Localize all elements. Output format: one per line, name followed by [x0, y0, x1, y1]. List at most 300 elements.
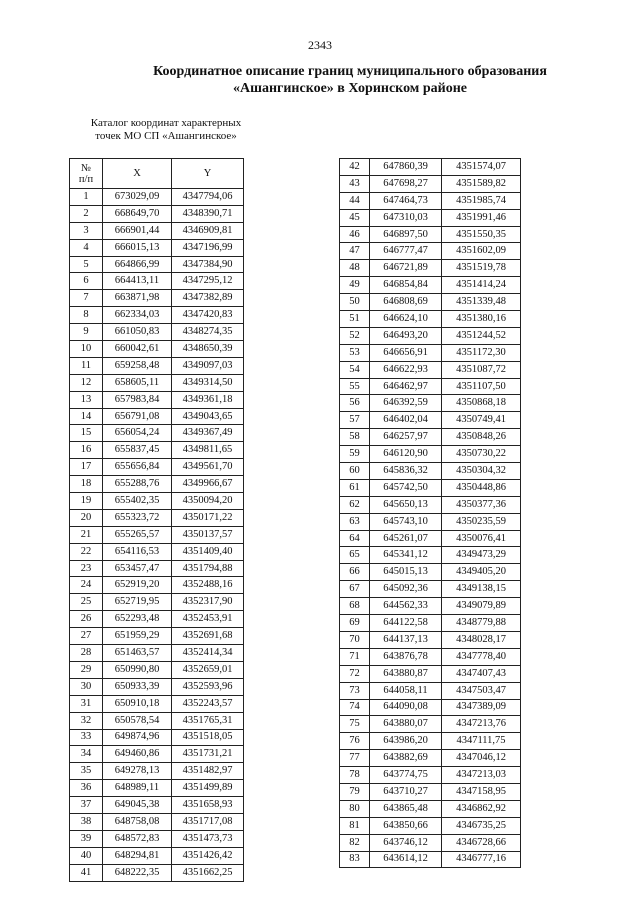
point-number-cell: 48: [340, 260, 370, 277]
point-number-cell: 56: [340, 395, 370, 412]
table-row: [70, 509, 244, 526]
point-number-cell: 40: [70, 847, 103, 864]
point-number-cell: 79: [340, 783, 370, 800]
x-coordinate-cell: 646402,04: [370, 412, 442, 429]
table-row: [340, 479, 521, 496]
x-coordinate-cell: 649874,96: [103, 729, 172, 746]
point-number-cell: 77: [340, 750, 370, 767]
x-coordinate-cell: 647860,39: [370, 159, 442, 176]
y-coordinate-cell: 4351717,08: [172, 813, 244, 830]
y-coordinate-cell: 4347111,75: [442, 733, 521, 750]
y-coordinate-cell: 4347196,99: [172, 239, 244, 256]
point-number-cell: 23: [70, 560, 103, 577]
y-coordinate-cell: 4347384,90: [172, 256, 244, 273]
header-number-line-2: п/п: [78, 173, 94, 185]
y-coordinate-cell: 4347778,40: [442, 648, 521, 665]
x-coordinate-cell: 644058,11: [370, 682, 442, 699]
table-row: [70, 746, 244, 763]
point-number-cell: 50: [340, 294, 370, 311]
point-number-cell: 6: [70, 273, 103, 290]
y-coordinate-cell: 4351574,07: [442, 159, 521, 176]
y-coordinate-cell: 4349138,15: [442, 581, 521, 598]
x-coordinate-cell: 666015,13: [103, 239, 172, 256]
point-number-cell: 25: [70, 594, 103, 611]
x-coordinate-cell: 643986,20: [370, 733, 442, 750]
y-coordinate-cell: 4348274,35: [172, 324, 244, 341]
point-number-cell: 3: [70, 222, 103, 239]
y-coordinate-cell: 4349473,29: [442, 547, 521, 564]
y-coordinate-cell: 4347158,95: [442, 783, 521, 800]
table-row: [340, 817, 521, 834]
x-coordinate-cell: 643850,66: [370, 817, 442, 834]
table-row: [340, 581, 521, 598]
x-coordinate-cell: 644562,33: [370, 598, 442, 615]
table-row: [70, 222, 244, 239]
x-coordinate-cell: 643865,48: [370, 800, 442, 817]
x-coordinate-cell: 661050,83: [103, 324, 172, 341]
point-number-cell: 41: [70, 864, 103, 881]
table-row: [340, 682, 521, 699]
point-number-cell: 28: [70, 645, 103, 662]
y-coordinate-cell: 4350137,57: [172, 526, 244, 543]
y-coordinate-cell: 4349097,03: [172, 357, 244, 374]
y-coordinate-cell: 4351794,88: [172, 560, 244, 577]
table-row: [340, 260, 521, 277]
title-line-2: «Ашангинское» в Хоринском районе: [233, 81, 467, 96]
y-coordinate-cell: 4351414,24: [442, 277, 521, 294]
point-number-cell: 44: [340, 192, 370, 209]
point-number-cell: 58: [340, 429, 370, 446]
point-number-cell: 29: [70, 661, 103, 678]
point-number-cell: 38: [70, 813, 103, 830]
x-coordinate-cell: 650933,39: [103, 678, 172, 695]
table-row: [70, 408, 244, 425]
x-coordinate-cell: 673029,09: [103, 189, 172, 206]
table-row: [70, 847, 244, 864]
point-number-cell: 72: [340, 665, 370, 682]
y-coordinate-cell: 4351991,46: [442, 209, 521, 226]
page-number: 2343: [308, 38, 332, 52]
y-coordinate-cell: 4347420,83: [172, 307, 244, 324]
x-coordinate-cell: 654116,53: [103, 543, 172, 560]
table-row: [70, 763, 244, 780]
point-number-cell: 67: [340, 581, 370, 598]
x-coordinate-cell: 649460,86: [103, 746, 172, 763]
x-coordinate-cell: 651959,29: [103, 628, 172, 645]
x-coordinate-cell: 649045,38: [103, 797, 172, 814]
point-number-cell: 22: [70, 543, 103, 560]
y-coordinate-cell: 4350171,22: [172, 509, 244, 526]
y-coordinate-cell: 4350749,41: [442, 412, 521, 429]
table-row: [70, 374, 244, 391]
point-number-cell: 68: [340, 598, 370, 615]
table-row: [340, 159, 521, 176]
x-coordinate-cell: 648572,83: [103, 830, 172, 847]
table-row: [70, 628, 244, 645]
table-row: [70, 526, 244, 543]
point-number-cell: 19: [70, 493, 103, 510]
point-number-cell: 52: [340, 327, 370, 344]
point-number-cell: 46: [340, 226, 370, 243]
table-row: [340, 327, 521, 344]
point-number-cell: 82: [340, 834, 370, 851]
table-row: [70, 678, 244, 695]
point-number-cell: 7: [70, 290, 103, 307]
point-number-cell: 39: [70, 830, 103, 847]
point-number-cell: 35: [70, 763, 103, 780]
x-coordinate-cell: 644122,58: [370, 615, 442, 632]
point-number-cell: 51: [340, 311, 370, 328]
y-coordinate-cell: 4346862,92: [442, 800, 521, 817]
y-coordinate-cell: 4346735,25: [442, 817, 521, 834]
y-coordinate-cell: 4347382,89: [172, 290, 244, 307]
y-coordinate-cell: 4351426,42: [172, 847, 244, 864]
table-row: [340, 851, 521, 868]
table-row: [70, 273, 244, 290]
y-coordinate-cell: 4347389,09: [442, 699, 521, 716]
table-row: [340, 412, 521, 429]
table-row: [340, 175, 521, 192]
x-coordinate-cell: 657983,84: [103, 391, 172, 408]
table-row: [340, 344, 521, 361]
point-number-cell: 14: [70, 408, 103, 425]
x-coordinate-cell: 643880,87: [370, 665, 442, 682]
x-coordinate-cell: 643746,12: [370, 834, 442, 851]
table-row: [340, 311, 521, 328]
y-coordinate-cell: 4351731,21: [172, 746, 244, 763]
table-row: [340, 598, 521, 615]
x-coordinate-cell: 660042,61: [103, 341, 172, 358]
y-coordinate-cell: 4347407,43: [442, 665, 521, 682]
table-row: [340, 834, 521, 851]
table-row: [70, 341, 244, 358]
point-number-cell: 80: [340, 800, 370, 817]
x-coordinate-cell: 648989,11: [103, 780, 172, 797]
y-coordinate-cell: 4348028,17: [442, 631, 521, 648]
x-coordinate-cell: 645015,13: [370, 564, 442, 581]
x-coordinate-cell: 655323,72: [103, 509, 172, 526]
y-coordinate-cell: 4349811,65: [172, 442, 244, 459]
table-row: [70, 645, 244, 662]
table-row: [340, 294, 521, 311]
table-row: [70, 459, 244, 476]
x-coordinate-cell: 656054,24: [103, 425, 172, 442]
table-row: [70, 493, 244, 510]
y-coordinate-cell: 4352593,96: [172, 678, 244, 695]
y-coordinate-cell: 4350868,18: [442, 395, 521, 412]
y-coordinate-cell: 4350235,59: [442, 513, 521, 530]
table-row: [340, 530, 521, 547]
y-coordinate-cell: 4352414,34: [172, 645, 244, 662]
y-coordinate-cell: 4351658,93: [172, 797, 244, 814]
x-coordinate-cell: 645092,36: [370, 581, 442, 598]
x-coordinate-cell: 655656,84: [103, 459, 172, 476]
x-coordinate-cell: 655402,35: [103, 493, 172, 510]
table-row: [70, 205, 244, 222]
point-number-cell: 12: [70, 374, 103, 391]
y-coordinate-cell: 4349966,67: [172, 476, 244, 493]
y-coordinate-cell: 4350448,86: [442, 479, 521, 496]
point-number-cell: 21: [70, 526, 103, 543]
table-row: [340, 750, 521, 767]
table-row: [70, 391, 244, 408]
x-coordinate-cell: 643614,12: [370, 851, 442, 868]
y-coordinate-cell: 4348390,71: [172, 205, 244, 222]
y-coordinate-cell: 4346728,66: [442, 834, 521, 851]
table-row: [70, 290, 244, 307]
point-number-cell: 9: [70, 324, 103, 341]
table-row: [340, 277, 521, 294]
y-coordinate-cell: 4349043,65: [172, 408, 244, 425]
x-coordinate-cell: 663871,98: [103, 290, 172, 307]
point-number-cell: 4: [70, 239, 103, 256]
point-number-cell: 64: [340, 530, 370, 547]
point-number-cell: 13: [70, 391, 103, 408]
point-number-cell: 47: [340, 243, 370, 260]
y-coordinate-cell: 4348779,88: [442, 615, 521, 632]
point-number-cell: 17: [70, 459, 103, 476]
table-row: [70, 577, 244, 594]
table-row: [70, 661, 244, 678]
y-coordinate-cell: 4352453,91: [172, 611, 244, 628]
x-coordinate-cell: 646622,93: [370, 361, 442, 378]
header-x: X: [103, 159, 172, 189]
point-number-cell: 2: [70, 205, 103, 222]
table-row: [340, 192, 521, 209]
table-row: [340, 631, 521, 648]
x-coordinate-cell: 646257,97: [370, 429, 442, 446]
point-number-cell: 53: [340, 344, 370, 361]
y-coordinate-cell: 4351518,05: [172, 729, 244, 746]
table-row: [70, 797, 244, 814]
table-row: [70, 780, 244, 797]
y-coordinate-cell: 4346909,81: [172, 222, 244, 239]
point-number-cell: 30: [70, 678, 103, 695]
table-row: [70, 189, 244, 206]
point-number-cell: 76: [340, 733, 370, 750]
table-row: [340, 243, 521, 260]
y-coordinate-cell: 4351589,82: [442, 175, 521, 192]
table-row: [70, 324, 244, 341]
y-coordinate-cell: 4352691,68: [172, 628, 244, 645]
point-number-cell: 75: [340, 716, 370, 733]
y-coordinate-cell: 4351519,78: [442, 260, 521, 277]
table-header-row: [70, 159, 244, 189]
table-row: [70, 543, 244, 560]
x-coordinate-cell: 645836,32: [370, 463, 442, 480]
x-coordinate-cell: 664866,99: [103, 256, 172, 273]
y-coordinate-cell: 4350304,32: [442, 463, 521, 480]
point-number-cell: 8: [70, 307, 103, 324]
table-row: [340, 767, 521, 784]
y-coordinate-cell: 4351409,40: [172, 543, 244, 560]
point-number-cell: 31: [70, 695, 103, 712]
y-coordinate-cell: 4349361,18: [172, 391, 244, 408]
table-row: [70, 813, 244, 830]
x-coordinate-cell: 668649,70: [103, 205, 172, 222]
x-coordinate-cell: 650990,80: [103, 661, 172, 678]
x-coordinate-cell: 645742,50: [370, 479, 442, 496]
table-row: [340, 513, 521, 530]
y-coordinate-cell: 4351087,72: [442, 361, 521, 378]
point-number-cell: 20: [70, 509, 103, 526]
x-coordinate-cell: 651463,57: [103, 645, 172, 662]
y-coordinate-cell: 4351107,50: [442, 378, 521, 395]
table-row: [340, 496, 521, 513]
table-row: [340, 665, 521, 682]
x-coordinate-cell: 650578,54: [103, 712, 172, 729]
table-row: [340, 395, 521, 412]
x-coordinate-cell: 648294,81: [103, 847, 172, 864]
x-coordinate-cell: 645650,13: [370, 496, 442, 513]
table-row: [70, 239, 244, 256]
point-number-cell: 10: [70, 341, 103, 358]
point-number-cell: 63: [340, 513, 370, 530]
table-row: [70, 712, 244, 729]
x-coordinate-cell: 649278,13: [103, 763, 172, 780]
point-number-cell: 18: [70, 476, 103, 493]
x-coordinate-cell: 643880,07: [370, 716, 442, 733]
caption-line-2: точек МО СП «Ашангинское»: [95, 130, 237, 142]
y-coordinate-cell: 4351985,74: [442, 192, 521, 209]
point-number-cell: 16: [70, 442, 103, 459]
x-coordinate-cell: 643882,69: [370, 750, 442, 767]
point-number-cell: 5: [70, 256, 103, 273]
x-coordinate-cell: 655288,76: [103, 476, 172, 493]
x-coordinate-cell: 646624,10: [370, 311, 442, 328]
table-row: [340, 361, 521, 378]
x-coordinate-cell: 646392,59: [370, 395, 442, 412]
x-coordinate-cell: 645341,12: [370, 547, 442, 564]
x-coordinate-cell: 655837,45: [103, 442, 172, 459]
y-coordinate-cell: 4351244,52: [442, 327, 521, 344]
point-number-cell: 73: [340, 682, 370, 699]
point-number-cell: 83: [340, 851, 370, 868]
table-row: [70, 560, 244, 577]
y-coordinate-cell: 4350730,22: [442, 446, 521, 463]
table-row: [70, 442, 244, 459]
x-coordinate-cell: 650910,18: [103, 695, 172, 712]
point-number-cell: 69: [340, 615, 370, 632]
point-number-cell: 1: [70, 189, 103, 206]
y-coordinate-cell: 4351499,89: [172, 780, 244, 797]
x-coordinate-cell: 648758,08: [103, 813, 172, 830]
y-coordinate-cell: 4349367,49: [172, 425, 244, 442]
x-coordinate-cell: 643710,27: [370, 783, 442, 800]
point-number-cell: 78: [340, 767, 370, 784]
point-number-cell: 37: [70, 797, 103, 814]
x-coordinate-cell: 652719,95: [103, 594, 172, 611]
x-coordinate-cell: 647698,27: [370, 175, 442, 192]
y-coordinate-cell: 4352659,01: [172, 661, 244, 678]
y-coordinate-cell: 4351172,30: [442, 344, 521, 361]
y-coordinate-cell: 4351482,97: [172, 763, 244, 780]
table-row: [70, 476, 244, 493]
table-row: [340, 463, 521, 480]
point-number-cell: 60: [340, 463, 370, 480]
x-coordinate-cell: 658605,11: [103, 374, 172, 391]
x-coordinate-cell: 646656,91: [370, 344, 442, 361]
table-row: [340, 615, 521, 632]
x-coordinate-cell: 653457,47: [103, 560, 172, 577]
x-coordinate-cell: 646462,97: [370, 378, 442, 395]
point-number-cell: 42: [340, 159, 370, 176]
point-number-cell: 66: [340, 564, 370, 581]
point-number-cell: 59: [340, 446, 370, 463]
y-coordinate-cell: 4349405,20: [442, 564, 521, 581]
document-title: [0, 63, 640, 97]
y-coordinate-cell: 4352243,57: [172, 695, 244, 712]
catalog-caption: [70, 117, 262, 143]
point-number-cell: 11: [70, 357, 103, 374]
y-coordinate-cell: 4347794,06: [172, 189, 244, 206]
table-row: [70, 864, 244, 881]
x-coordinate-cell: 646777,47: [370, 243, 442, 260]
table-row: [340, 547, 521, 564]
y-coordinate-cell: 4350094,20: [172, 493, 244, 510]
x-coordinate-cell: 659258,48: [103, 357, 172, 374]
x-coordinate-cell: 664413,11: [103, 273, 172, 290]
y-coordinate-cell: 4352488,16: [172, 577, 244, 594]
y-coordinate-cell: 4346777,16: [442, 851, 521, 868]
y-coordinate-cell: 4347295,12: [172, 273, 244, 290]
table-row: [340, 564, 521, 581]
y-coordinate-cell: 4351765,31: [172, 712, 244, 729]
y-coordinate-cell: 4347503,47: [442, 682, 521, 699]
coordinates-table-left: [69, 158, 244, 882]
x-coordinate-cell: 644137,13: [370, 631, 442, 648]
point-number-cell: 26: [70, 611, 103, 628]
point-number-cell: 70: [340, 631, 370, 648]
y-coordinate-cell: 4347213,03: [442, 767, 521, 784]
y-coordinate-cell: 4349079,89: [442, 598, 521, 615]
point-number-cell: 32: [70, 712, 103, 729]
point-number-cell: 36: [70, 780, 103, 797]
point-number-cell: 57: [340, 412, 370, 429]
table-row: [340, 716, 521, 733]
table-row: [70, 307, 244, 324]
point-number-cell: 65: [340, 547, 370, 564]
table-row: [340, 783, 521, 800]
point-number-cell: 55: [340, 378, 370, 395]
coordinates-table-right: [339, 158, 521, 868]
x-coordinate-cell: 647464,73: [370, 192, 442, 209]
x-coordinate-cell: 644090,08: [370, 699, 442, 716]
x-coordinate-cell: 643876,78: [370, 648, 442, 665]
header-y: Y: [172, 159, 244, 189]
y-coordinate-cell: 4347213,76: [442, 716, 521, 733]
point-number-cell: 62: [340, 496, 370, 513]
x-coordinate-cell: 643774,75: [370, 767, 442, 784]
y-coordinate-cell: 4350076,41: [442, 530, 521, 547]
x-coordinate-cell: 648222,35: [103, 864, 172, 881]
x-coordinate-cell: 646897,50: [370, 226, 442, 243]
y-coordinate-cell: 4347046,12: [442, 750, 521, 767]
point-number-cell: 27: [70, 628, 103, 645]
x-coordinate-cell: 656791,08: [103, 408, 172, 425]
point-number-cell: 54: [340, 361, 370, 378]
x-coordinate-cell: 645261,07: [370, 530, 442, 547]
title-line-1: Координатное описание границ муниципального образования: [153, 64, 547, 79]
y-coordinate-cell: 4350848,26: [442, 429, 521, 446]
y-coordinate-cell: 4349561,70: [172, 459, 244, 476]
header-number-line-1: №: [80, 162, 92, 174]
point-number-cell: 43: [340, 175, 370, 192]
table-row: [70, 256, 244, 273]
y-coordinate-cell: 4349314,50: [172, 374, 244, 391]
x-coordinate-cell: 646854,84: [370, 277, 442, 294]
y-coordinate-cell: 4351380,16: [442, 311, 521, 328]
